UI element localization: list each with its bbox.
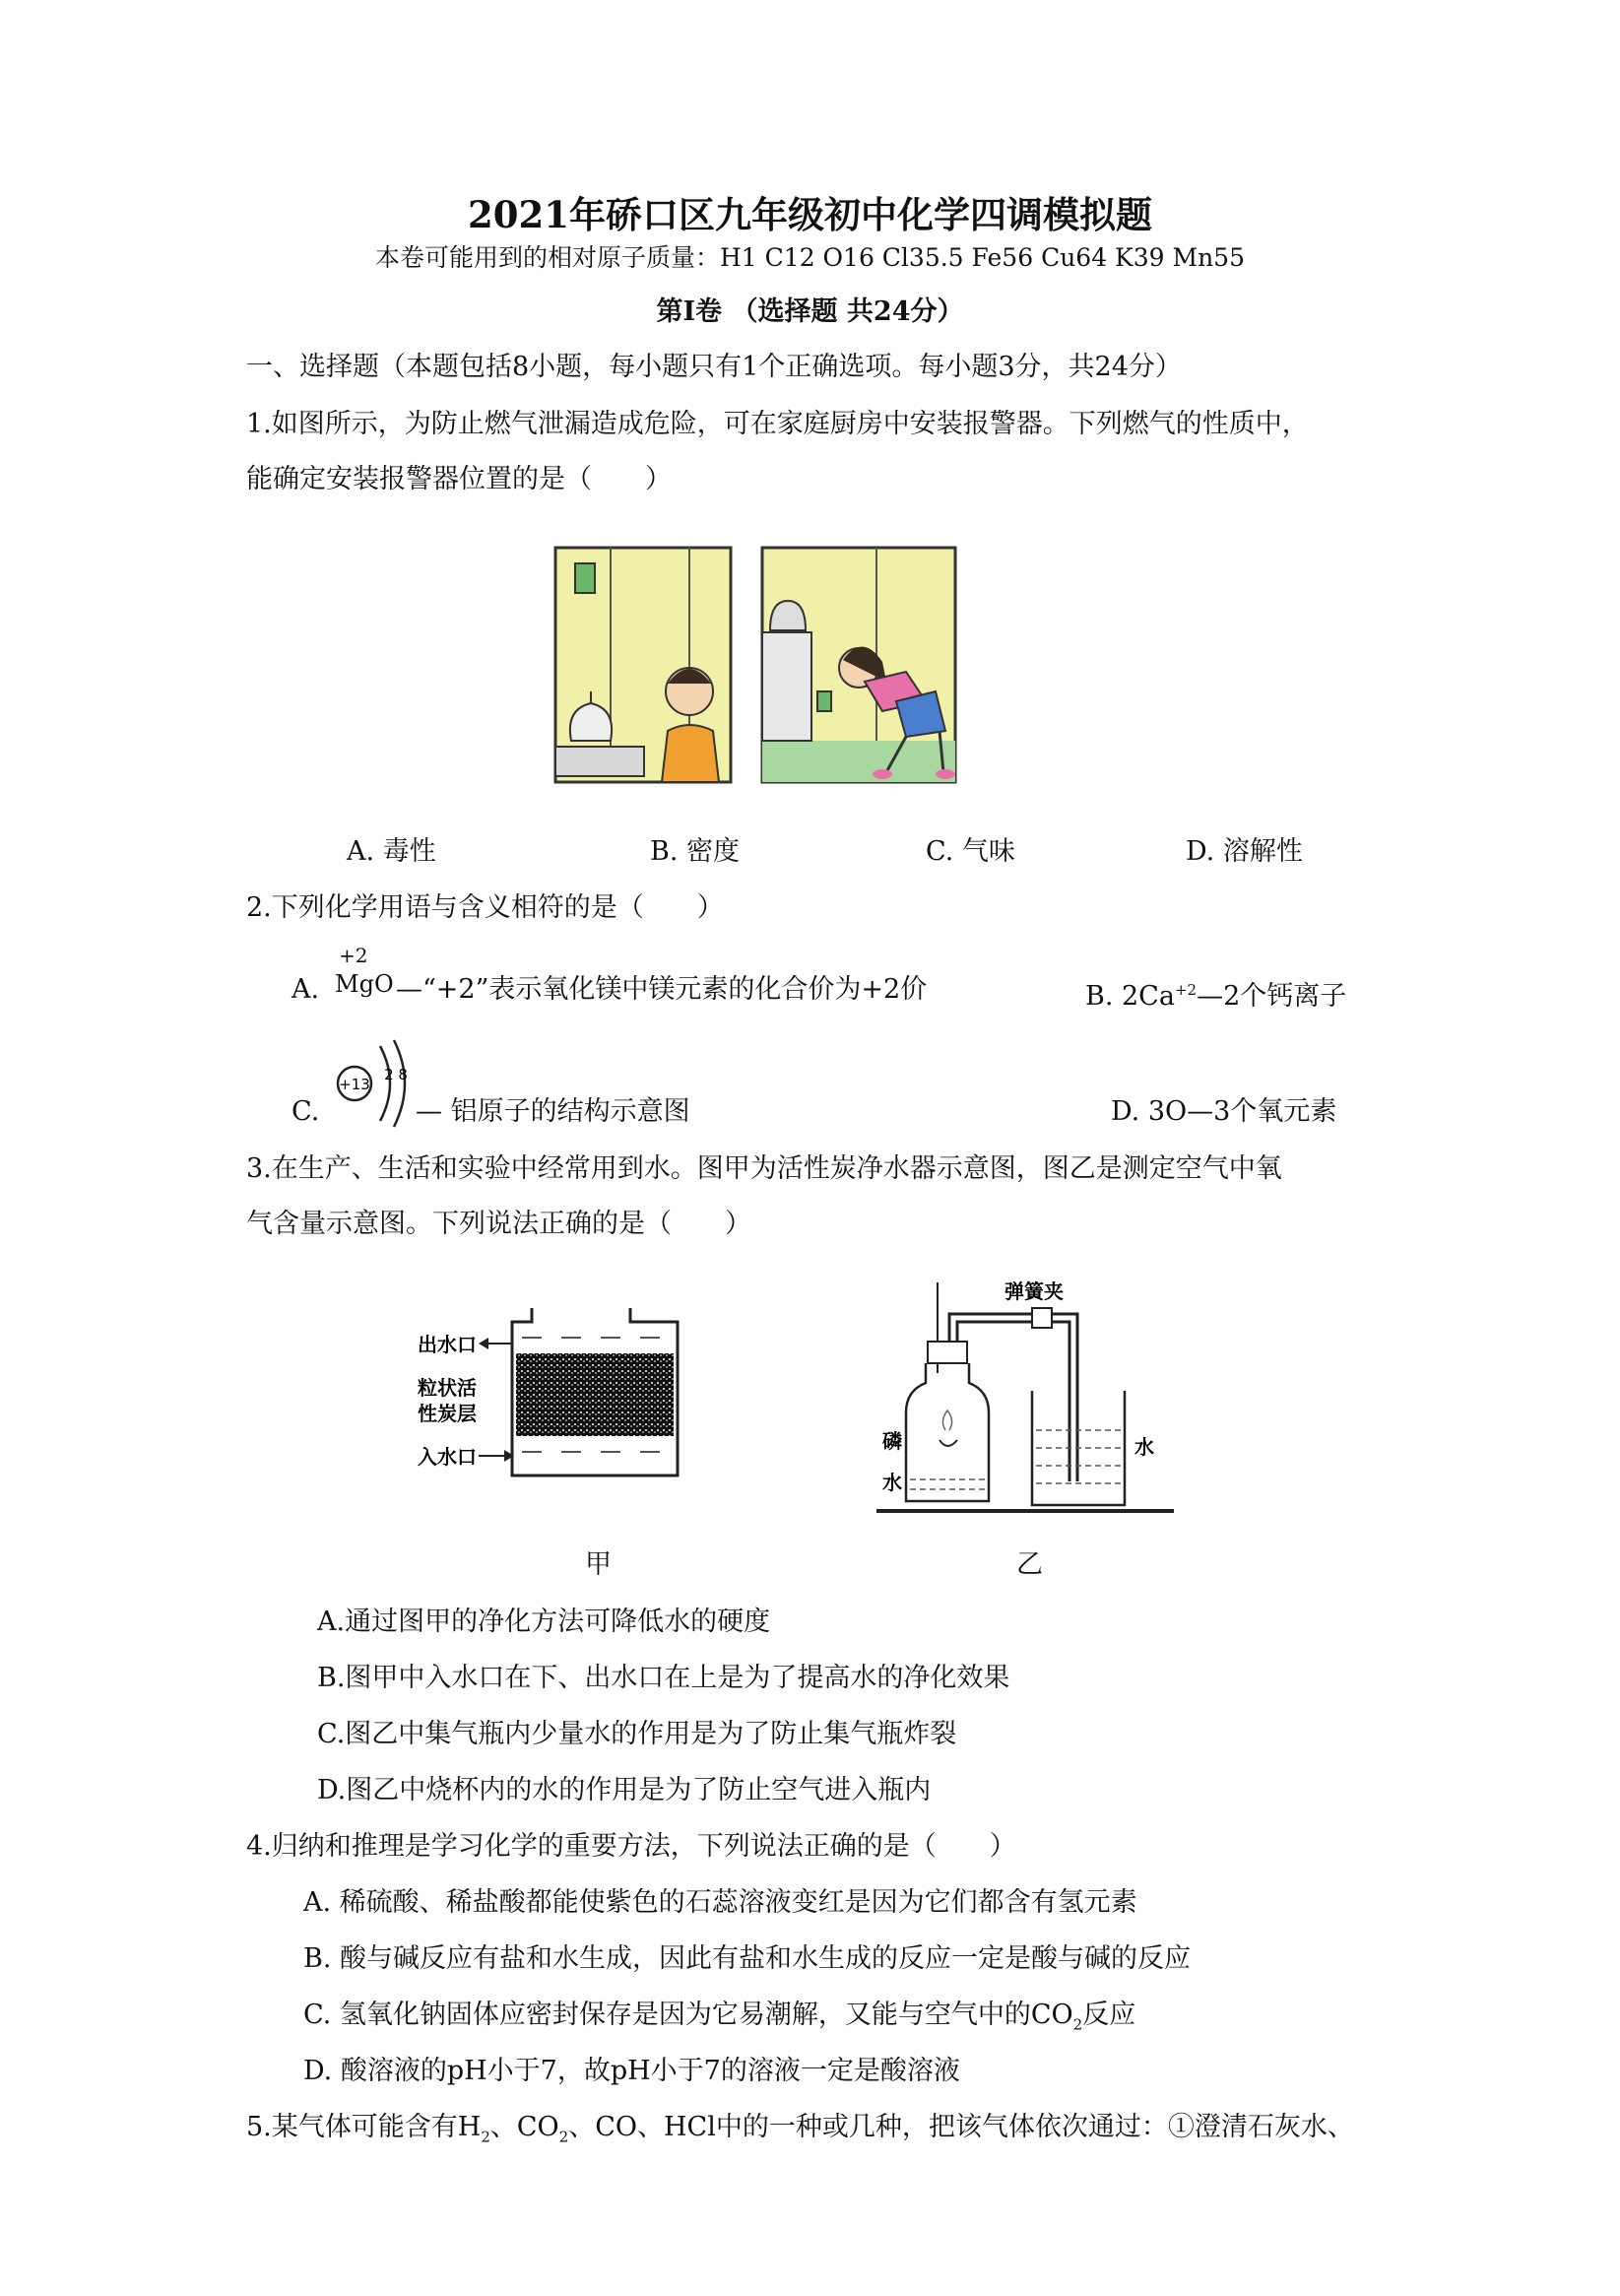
q5-sub2: 2 (558, 2128, 569, 2146)
kettle-icon (770, 601, 806, 630)
q2-option-d: D. 3O—3个氧元素 (1111, 1096, 1337, 1127)
q4-option-c-post: 反应 (1082, 2000, 1136, 2030)
q1-kitchen-illustration (551, 544, 965, 790)
q5-mid: 、CO (489, 2112, 559, 2142)
q4-option-a: A. 稀硫酸、稀盐酸都能使紫色的石蕊溶液变红是因为它们都含有氢元素 (303, 1887, 1137, 1918)
atom-shells-label: 2 8 (384, 1066, 408, 1083)
yi-clamp-label: 弹簧夹 (1004, 1279, 1064, 1303)
q3-figure-yi-oxygen-measurement (867, 1275, 1182, 1517)
q4-option-d: D. 酸溶液的pH小于7，故pH小于7的溶液一定是酸溶液 (303, 2056, 960, 2086)
part-heading: 一、选择题（本题包括8小题，每小题只有1个正确选项。每小题3分，共24分） (246, 352, 1182, 382)
q4-stem: 4.归纳和推理是学习化学的重要方法，下列说法正确的是（ ） (246, 1831, 1016, 1862)
q1-panel-floor-alarm (762, 548, 955, 782)
q5-stem (246, 2111, 1354, 2153)
q1-option-c: C. 气味 (926, 836, 1015, 867)
jia-layer-label-1: 粒状活 (418, 1376, 477, 1400)
q3-stem-line2: 气含量示意图。下列说法正确的是（ ） (246, 1209, 751, 1239)
spring-clamp-icon (1032, 1308, 1052, 1328)
atomic-masses: 本卷可能用到的相对原子质量：H1 C12 O16 Cl35.5 Fe56 Cu64 K39 Mn55 (375, 243, 1245, 272)
jia-outlet-label: 出水口 (418, 1333, 477, 1356)
q3-option-d: D.图乙中烧杯内的水的作用是为了防止空气进入瓶内 (317, 1775, 932, 1805)
q2-option-b-label: B. 2Ca (1085, 981, 1175, 1012)
q2-stem: 2.下列化学用语与含义相符的是（ ） (246, 892, 724, 923)
yi-phosphorus-label: 磷 (882, 1429, 902, 1453)
aluminum-atom-diagram (331, 1032, 420, 1131)
q1-option-a: A. 毒性 (347, 836, 436, 867)
page-title: 2021年硚口区九年级初中化学四调模拟题 (468, 193, 1152, 236)
q5-pre: 5.某气体可能含有H (246, 2112, 482, 2142)
q3-figure-jia-water-purifier (414, 1298, 689, 1505)
q3-caption-jia: 甲 (585, 1549, 612, 1580)
q3-option-a: A.通过图甲的净化方法可降低水的硬度 (317, 1607, 771, 1637)
q2-option-c-text: — 铝原子的结构示意图 (416, 1096, 690, 1127)
q2-option-b-charge: +2 (1174, 981, 1198, 999)
q1-option-d: D. 溶解性 (1186, 836, 1303, 867)
q4-option-b: B. 酸与碱反应有盐和水生成，因此有盐和水生成的反应一定是酸与碱的反应 (303, 1943, 1192, 1974)
q2-option-b-text: —2个钙离子 (1197, 981, 1347, 1012)
q5-sub1: 2 (481, 2128, 490, 2146)
q1-stem-line2: 能确定安装报警器位置的是（ ） (246, 464, 672, 494)
q2-option-a-formula: MgO (335, 970, 394, 998)
q5-post: 、CO、HCl中的一种或几种，把该气体依次通过：①澄清石灰水、 (568, 2112, 1354, 2142)
q2-option-a-label: A. (292, 974, 320, 1005)
q3-caption-yi: 乙 (1016, 1549, 1043, 1580)
q4-option-c-pre: C. 氢氧化钠固体应密封保存是因为它易潮解，又能与空气中的CO (303, 2000, 1073, 2030)
q3-stem-line1: 3.在生产、生活和实验中经常用到水。图甲为活性炭净水器示意图，图乙是测定空气中氧 (246, 1153, 1282, 1184)
q1-panel-ceiling-alarm (555, 548, 731, 782)
q3-option-c: C.图乙中集气瓶内少量水的作用是为了防止集气瓶炸裂 (317, 1719, 957, 1749)
q2-option-c-label: C. (292, 1096, 320, 1127)
boy-shirt (662, 725, 719, 782)
q2-option-b (1085, 973, 1346, 1014)
section-heading: 第Ⅰ卷 （选择题 共24分） (656, 296, 964, 327)
alarm-icon (817, 691, 831, 711)
outlet-arrow-icon (479, 1338, 488, 1349)
q4-option-c (303, 1999, 1135, 2041)
q3-option-b: B.图甲中入水口在下、出水口在上是为了提高水的净化效果 (317, 1663, 1010, 1693)
atom-nucleus-label: +13 (339, 1076, 370, 1093)
yi-water-label-left: 水 (882, 1471, 902, 1494)
alarm-icon (575, 563, 595, 593)
q1-stem-line1: 1.如图所示，为防止燃气泄漏造成危险，可在家庭厨房中安装报警器。下列燃气的性质中， (246, 409, 1309, 439)
yi-water-label-right: 水 (1134, 1435, 1154, 1459)
q2-option-a-valence: +2 (339, 944, 368, 967)
gas-jar-icon (906, 1363, 989, 1501)
q4-option-c-sub: 2 (1072, 2015, 1083, 2034)
jia-layer-label-2: 性炭层 (418, 1402, 477, 1425)
jia-inlet-label: 入水口 (418, 1445, 477, 1469)
q1-option-b: B. 密度 (650, 836, 741, 867)
q2-option-a-text: —“+2”表示氧化镁中镁元素的化合价为+2价 (396, 974, 928, 1005)
